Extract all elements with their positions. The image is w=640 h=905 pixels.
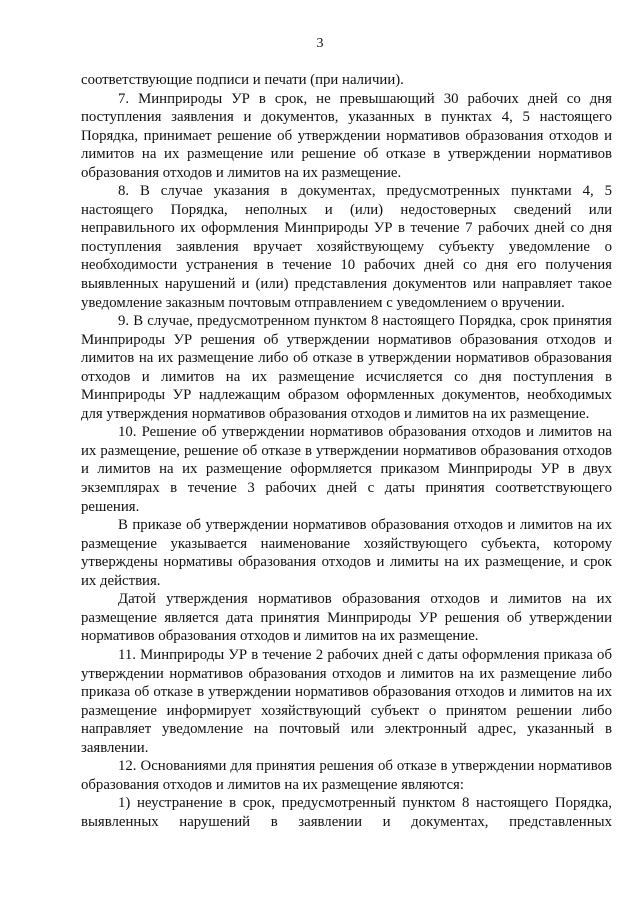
- page-number: 3: [316, 36, 324, 51]
- paragraph-item-8: 8. В случае указания в документах, предусмотренных пунктами 4, 5 настоящего Порядка, неполных и (или) недостоверных сведений или неправильного их оформления Минприроды УР в течение 7 рабочих дней со дня поступления заявления вручает хозяйствующему субъекту уведомление о необходимости устранения в течение 10 рабочих дней со дня его получения выявленных нарушений и (или) представления документов или направляет такое уведомление заказным почтовым отправлением с уведомлением о вручении.: [81, 183, 612, 311]
- paragraph-item-7: 7. Минприроды УР в срок, не превышающий 30 рабочих дней со дня поступления заявления и документов, указанных в пунктах 4, 5 настоящего Порядка, принимает решение об утверждении нормативов образования отходов и лимитов на их размещение или решение об отказе в утверждении нормативов образования отходов и лимитов на их размещение.: [81, 90, 612, 181]
- paragraph-approval-date: Датой утверждения нормативов образования отходов и лимитов на их размещение является дата принятия Минприроды УР решения об утверждении нормативов образования отходов и лимитов на их размещение.: [81, 591, 612, 645]
- paragraph-order-contents: В приказе об утверждении нормативов образования отходов и лимитов на их размещение указывается наименование хозяйствующего субъекта, которому утверждены нормативы образования отходов и лимиты на их размещение, и срок их действия.: [81, 517, 612, 589]
- paragraph-item-10: 10. Решение об утверждении нормативов образования отходов и лимитов на их размещение, решение об отказе в утверждении нормативов образования отходов и лимитов на их размещение оформляется приказом Минприроды УР в двух экземплярах в течение 3 рабочих дней с даты принятия соответствующего решения.: [81, 424, 612, 515]
- paragraph-continuation: соответствующие подписи и печати (при наличии).: [81, 72, 404, 88]
- paragraph-item-12: 12. Основаниями для принятия решения об отказе в утверждении нормативов образования отходов и лимитов на их размещение являются:: [81, 758, 612, 793]
- document-body: [81, 71, 612, 831]
- paragraph-subitem-1: 1) неустранение в срок, предусмотренный пунктом 8 настоящего Порядка, выявленных нарушений в заявлении и документах, представленных: [81, 795, 612, 830]
- paragraph-item-9: 9. В случае, предусмотренном пунктом 8 настоящего Порядка, срок принятия Минприроды УР решения об утверждении нормативов образования отходов и лимитов на их размещение либо об отказе в утверждении нормативов образования отходов и лимитов на их размещение исчисляется со дня поступления в Минприроды УР надлежащим образом оформленных документов, необходимых для утверждения нормативов образования отходов и лимитов на их размещение.: [81, 313, 612, 422]
- paragraph-item-11: 11. Минприроды УР в течение 2 рабочих дней с даты оформления приказа об утверждении нормативов образования отходов и лимитов на их размещение либо приказа об отказе в утверждении нормативов образования отходов и лимитов на их размещение информирует хозяйствующий субъект о принятом решении либо направляет уведомление на почтовый или электронный адрес, указанный в заявлении.: [81, 646, 612, 756]
